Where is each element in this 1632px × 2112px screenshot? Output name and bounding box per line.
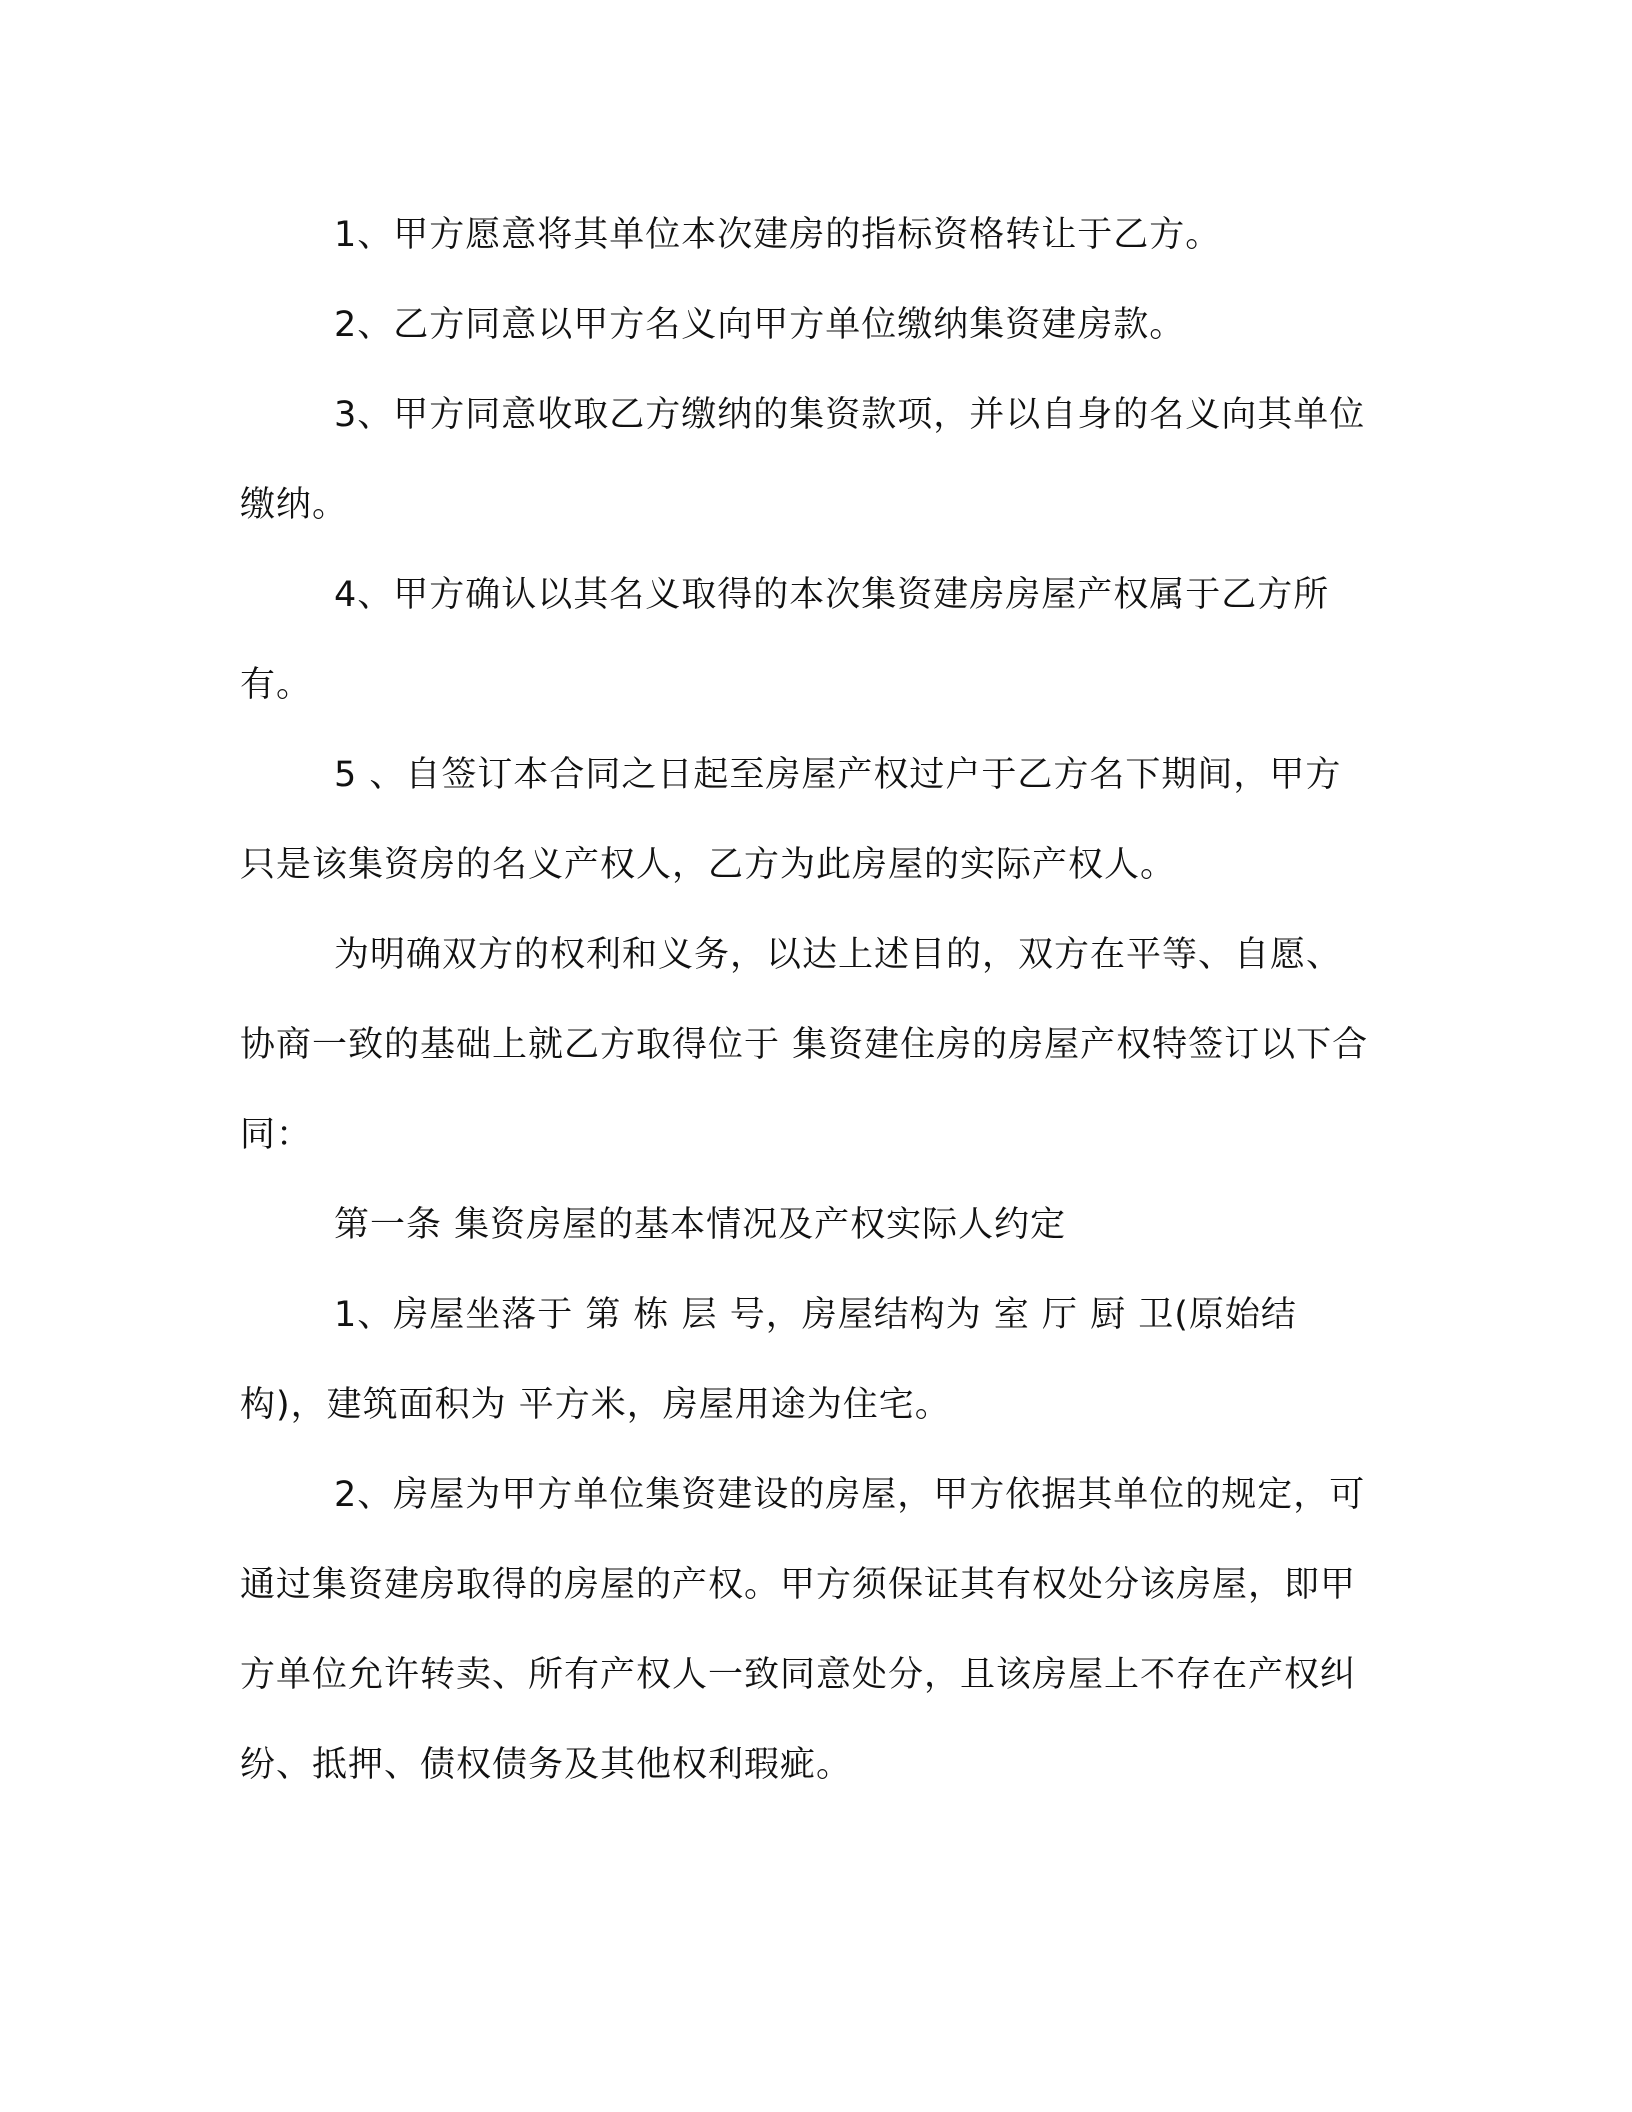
clause-1-transfer-qualification: 1、甲方愿意将其单位本次建房的指标资格转让于乙方。 — [334, 215, 1222, 255]
article-1-heading: 第一条 集资房屋的基本情况及产权实际人约定 — [334, 1205, 1067, 1245]
clause-4-ownership: 4、甲方确认以其名义取得的本次集资建房房屋产权属于乙方所有。 — [240, 575, 1330, 705]
purpose-paragraph: 为明确双方的权利和义务，以达上述目的，双方在平等、自愿、协商一致的基础上就乙方取得位于 集资建住房的房屋产权特签订以下合同： — [240, 935, 1369, 1155]
clause-5-nominal-owner: 5 、自签订本合同之日起至房屋产权过户于乙方名下期间，甲方只是该集资房的名义产权人，乙方为此房屋的实际产权人。 — [240, 755, 1342, 885]
article-1-item-1-location: 1、房屋坐落于 第 栋 层 号，房屋结构为 室 厅 厨 卫(原始结构)，建筑面积为 平方米，房屋用途为住宅。 — [240, 1295, 1297, 1425]
clause-3-collect-payment: 3、甲方同意收取乙方缴纳的集资款项，并以自身的名义向其单位缴纳。 — [240, 395, 1366, 525]
clause-2-payment-in-name: 2、乙方同意以甲方名义向甲方单位缴纳集资建房款。 — [334, 305, 1186, 345]
article-1-item-2-property-rights: 2、房屋为甲方单位集资建设的房屋，甲方依据其单位的规定，可通过集资建房取得的房屋的产权。甲方须保证其有权处分该房屋，即甲方单位允许转卖、所有产权人一致同意处分，且该房屋上不存在产权纠纷、抵押、债权债务及其他权利瑕疵。 — [240, 1475, 1366, 1785]
document-body — [240, 190, 1370, 1810]
